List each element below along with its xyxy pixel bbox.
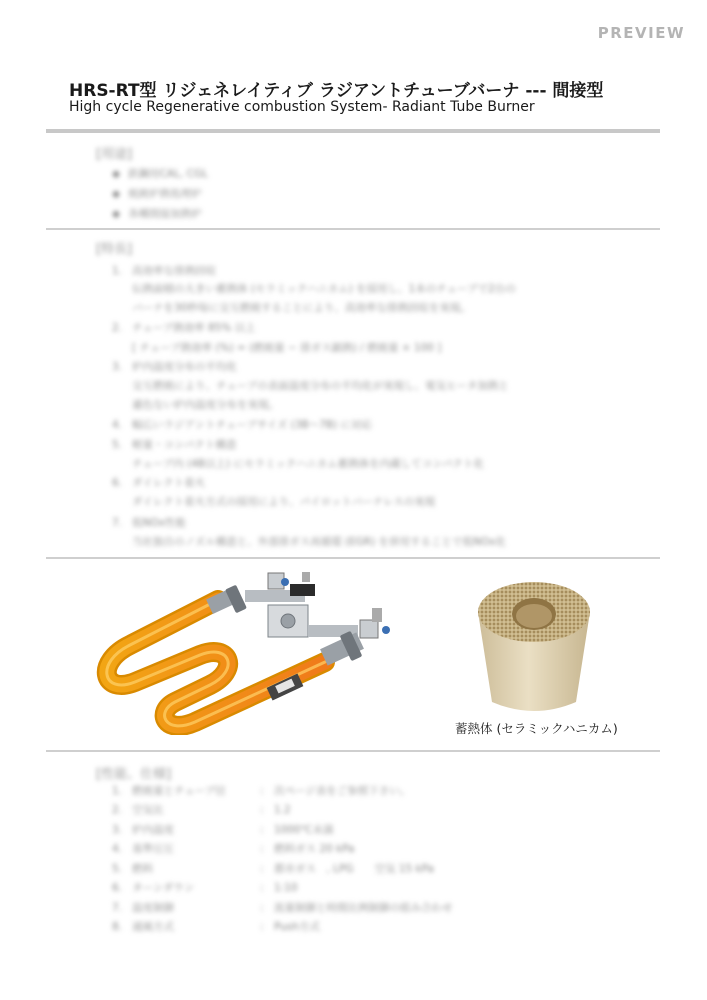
usage-item: ◆ 焼鈍炉熱処理炉 — [112, 186, 202, 201]
feature-title: 3. 炉内温度分布の平均化 — [112, 361, 237, 373]
feature-line: 当社独自のノズル構造と、外部排ガス再循環 (EGR) を併用することで低NOx化 — [132, 536, 506, 548]
specs-heading: [性能、仕様] — [96, 767, 172, 782]
spec-row: 4. 基準圧圧 : 燃料ガス 20 kPa — [112, 843, 355, 855]
spec-row: 7. 温度制御 : 流量制御と時間比例制御の組み合わせ — [112, 902, 453, 914]
usage-item: ◆ 各種間接加熱炉 — [112, 206, 202, 221]
spec-row: 1. 燃焼量とチューブ径 : 次ページ表をご参照下さい。 — [112, 785, 411, 797]
feature-line: チューブ内 (4B以上) にセラミックハニカム蓄熱体を内蔵してコンパクト化 — [132, 458, 484, 470]
features-heading: [特長] — [96, 242, 133, 257]
feature-line: 交互燃焼により、チューブの表面温度分布の平均化が実現し、電気ヒータ加熱と — [132, 380, 509, 392]
feature-line: 遜色ない炉内温度分布を実現。 — [132, 399, 279, 411]
spec-row: 6. ターンダウン : 1:10 — [112, 882, 298, 894]
divider — [46, 228, 660, 230]
radiant-tube-burner-image — [90, 570, 410, 735]
feature-title: 7. 低NOx性能 — [112, 517, 186, 529]
divider — [46, 557, 660, 559]
feature-title: 2. チューブ熱効率 85% 以上 — [112, 322, 256, 334]
feature-title: 1. 高効率な排熱回収 — [112, 265, 216, 277]
spec-row: 8. 通風方式 : Push方式 — [112, 921, 320, 933]
page-title: HRS-RT型 リジェネレイティブ ラジアントチューブバーナ --- 間接型 — [69, 81, 604, 101]
preview-watermark: PREVIEW — [597, 24, 685, 42]
feature-line: 伝熱面積の大きい蓄熱体 (セラミックハニカム) を採用し、1本のチューブで2台の — [132, 283, 516, 295]
ceramic-honeycomb-image — [472, 574, 596, 714]
spec-row: 5. 燃料 : 都市ガス , LPG 空気 15 kPa — [112, 863, 434, 875]
spec-row: 2. 空気比 : 1.2 — [112, 804, 291, 816]
page-subtitle: High cycle Regenerative combustion System- Radiant Tube Burner — [69, 99, 535, 115]
feature-title: 4. 幅広いラジアントチューブサイズ (3B〜7B) に対応 — [112, 419, 373, 431]
divider — [46, 129, 660, 133]
usage-heading: [用途] — [96, 147, 133, 162]
honeycomb-caption: 蓄熱体 (セラミックハニカム) — [455, 721, 618, 736]
feature-line: ダイレクト着火方式の採用により、パイロットバーナレスの実現 — [132, 496, 436, 508]
feature-line: バーナを30秒毎に交互燃焼することにより、高効率な排熱回収を実現。 — [132, 302, 471, 314]
divider — [46, 750, 660, 752]
feature-title: 6. ダイレクト着火 — [112, 477, 206, 489]
spec-row: 3. 炉内温度 : 1000℃未満 — [112, 824, 334, 836]
usage-item: ◆ 鉄鋼用CAL, CGL — [112, 166, 208, 181]
feature-title: 5. 軽量・コンパクト構造 — [112, 439, 237, 451]
feature-line: [ チューブ熱効率 (%) = (燃焼量 − 排ガス顕熱) / 燃焼量 × 100 ] — [132, 342, 442, 354]
